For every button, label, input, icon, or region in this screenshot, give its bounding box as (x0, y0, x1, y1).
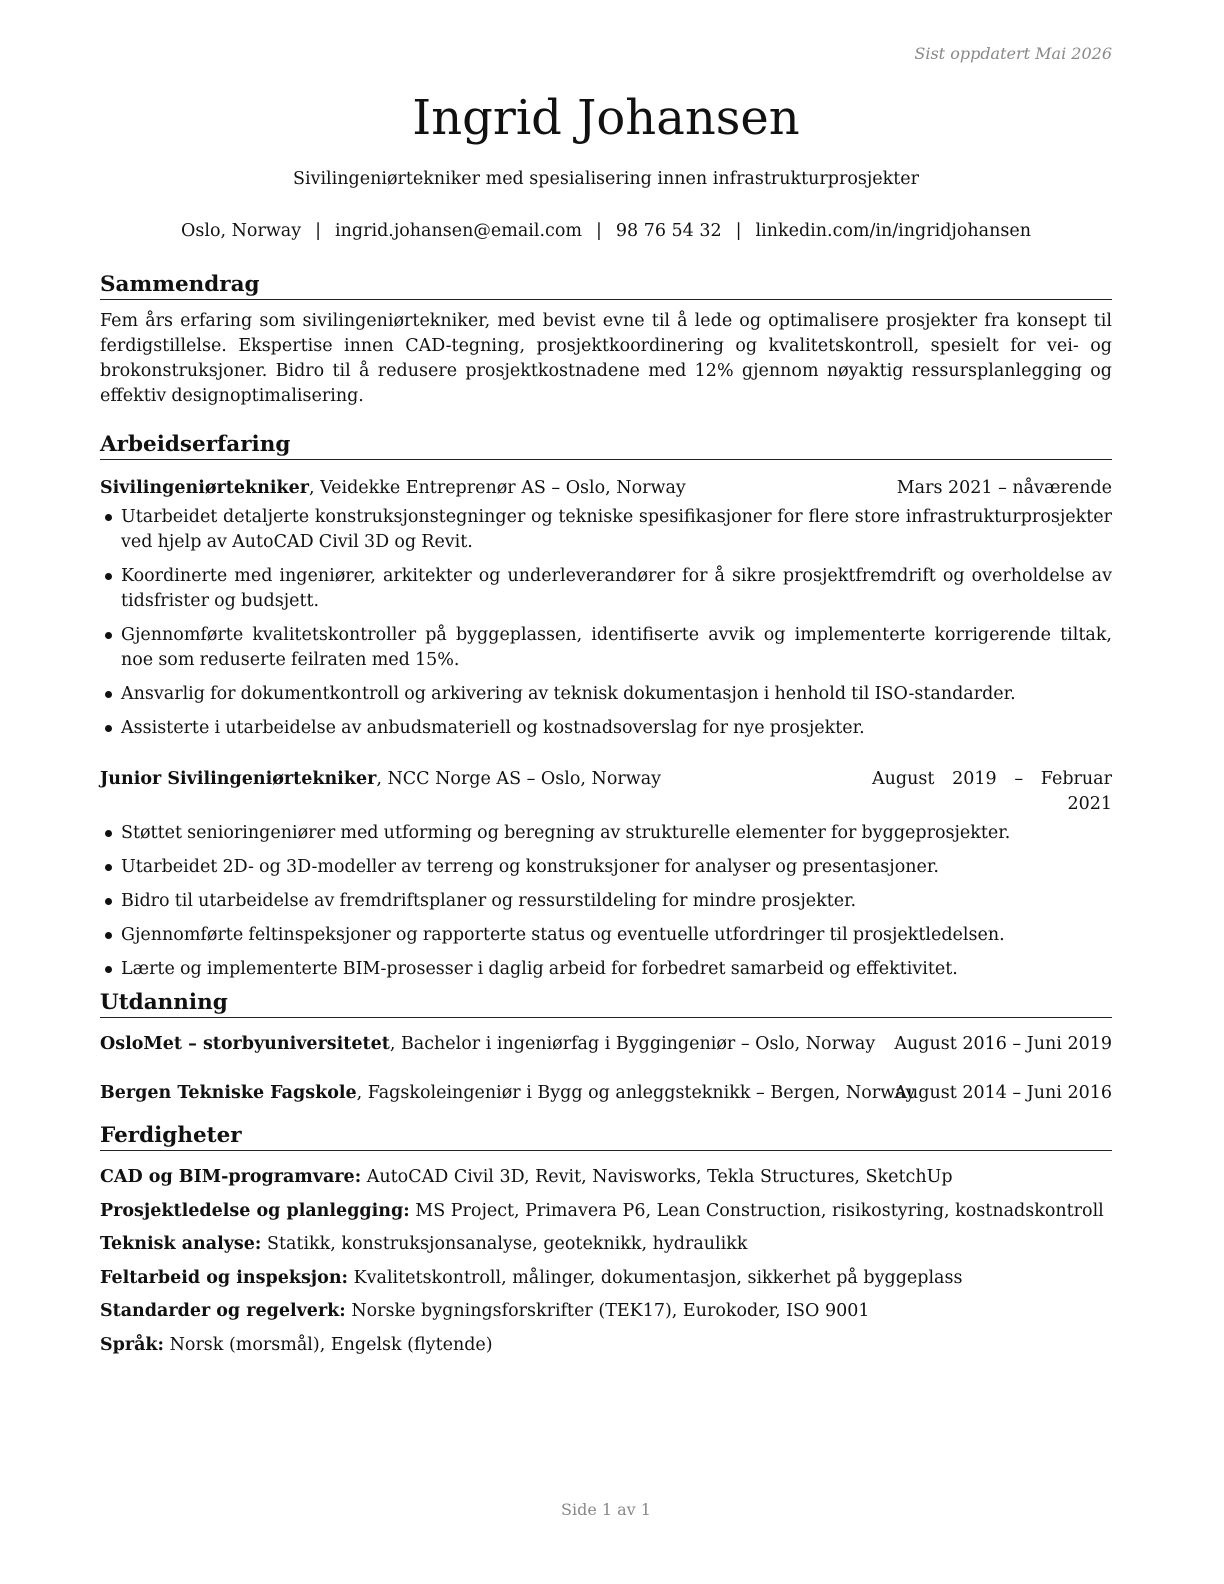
skill-row (100, 1199, 1112, 1224)
contact-location: Oslo, Norway (181, 221, 302, 241)
skill-label: Teknisk analyse: (100, 1234, 262, 1254)
contact-separator: | (735, 221, 742, 241)
skill-value: Statikk, konstruksjonsanalyse, geoteknikk, hydraulikk (261, 1234, 748, 1254)
list-item: Ansvarlig for dokumentkontroll og arkivering av teknisk dokumentasjon i henhold til ISO-standarder. (100, 682, 1112, 707)
education-section (100, 989, 1112, 1106)
skill-value: Norske bygningsforskrifter (TEK17), Eurokoder, ISO 9001 (345, 1301, 870, 1321)
skills-list (100, 1165, 1112, 1358)
list-item: Gjennomførte kvalitetskontroller på byggeplassen, identifiserte avvik og implementerte korrigerende tiltak, noe som reduserte feilraten med 15%. (100, 623, 1112, 673)
experience-section (100, 431, 1112, 991)
job-company: , Veidekke Entreprenør AS – Oslo, Norway (308, 478, 686, 498)
skill-label: CAD og BIM-programvare: (100, 1167, 362, 1187)
list-item: Lærte og implementerte BIM-prosesser i daglig arbeid for forbedret samarbeid og effektivitet. (100, 957, 1112, 982)
skill-row (100, 1232, 1112, 1257)
summary-heading: Sammendrag (100, 271, 1112, 300)
skill-value: AutoCAD Civil 3D, Revit, Navisworks, Tekla Structures, SketchUp (361, 1167, 953, 1187)
last-updated: Sist oppdatert Mai 2026 (914, 44, 1112, 63)
skill-label: Prosjektledelse og planlegging: (100, 1200, 410, 1221)
list-item: Bidro til utarbeidelse av fremdriftsplaner og ressurstildeling for mindre prosjekter. (100, 889, 1112, 914)
education-heading: Utdanning (100, 989, 1112, 1018)
candidate-subtitle: Sivilingeniørtekniker med spesialisering innen infrastrukturprosjekter (292, 169, 920, 189)
skill-row (100, 1165, 1112, 1190)
list-item: Støttet senioringeniører med utforming og beregning av strukturelle elementer for byggeprosjekter. (100, 821, 1112, 846)
summary-text: Fem års erfaring som sivilingeniørtekniker, med bevist evne til å lede og optimalisere prosjekter fra konsept til ferdigstillelse. Ekspertise innen CAD-tegning, prosjektkoordinering og kvalitetskontroll, spesielt for vei- og brokonstruksjoner. Bidro til å redusere prosjektkostnadene med 12% gjennom nøyaktig ressursplanlegging og effektiv designoptimalisering. (100, 311, 1112, 406)
skill-row (100, 1266, 1112, 1291)
skill-row (100, 1299, 1112, 1324)
job-company: , NCC Norge AS – Oslo, Norway (376, 769, 662, 789)
candidate-name: Ingrid Johansen (412, 90, 800, 146)
contact-email[interactable]: ingrid.johansen@email.com (335, 221, 582, 241)
summary-section (100, 271, 1112, 409)
education-entry (100, 1032, 1112, 1057)
page-number: Side 1 av 1 (561, 1500, 651, 1519)
list-item: Gjennomførte feltinspeksjoner og rapporterte status og eventuelle utfordringer til prosjektledelsen. (100, 923, 1112, 948)
education-entry (100, 1081, 1112, 1106)
job-dates: August 2019 – Februar 2021 (872, 769, 1112, 814)
education-detail: , Bachelor i ingeniørfag i Byggingeniør – Oslo, Norway (389, 1034, 876, 1054)
list-item: Utarbeidet 2D- og 3D-modeller av terreng og konstruksjoner for analyser og presentasjoner. (100, 855, 1112, 880)
job-header (100, 476, 1112, 501)
contact-line (100, 220, 1112, 242)
contact-separator: | (315, 221, 322, 241)
job-bullets (100, 505, 1112, 741)
contact-separator: | (595, 221, 602, 241)
skill-value: MS Project, Primavera P6, Lean Construction, risikostyring, kostnadskontroll (409, 1200, 1104, 1221)
job-entry (100, 476, 1112, 741)
skills-heading: Ferdigheter (100, 1122, 1112, 1151)
list-item: Assisterte i utarbeidelse av anbudsmateriell og kostnadsoverslag for nye prosjekter. (100, 716, 1112, 741)
job-entry (100, 767, 1112, 982)
list-item: Koordinerte med ingeniører, arkitekter og underleverandører for å sikre prosjektfremdrift og overholdelse av tidsfrister og budsjett. (100, 564, 1112, 614)
job-bullets (100, 821, 1112, 982)
education-dates: August 2014 – Juni 2016 (894, 1083, 1112, 1103)
skill-value: Norsk (morsmål), Engelsk (flytende) (164, 1334, 493, 1355)
job-title: Sivilingeniørtekniker (100, 478, 309, 498)
experience-heading: Arbeidserfaring (100, 431, 1112, 460)
job-header (100, 767, 1112, 817)
education-detail: , Fagskoleingeniør i Bygg og anleggsteknikk – Bergen, Norway (356, 1083, 916, 1103)
education-school: Bergen Tekniske Fagskole (100, 1083, 357, 1103)
education-dates: August 2016 – Juni 2019 (894, 1034, 1112, 1054)
education-school: OsloMet – storbyuniversitetet (100, 1034, 390, 1054)
contact-linkedin[interactable]: linkedin.com/in/ingridjohansen (755, 221, 1031, 241)
skill-row (100, 1333, 1112, 1358)
skill-value: Kvalitetskontroll, målinger, dokumentasjon, sikkerhet på byggeplass (348, 1267, 963, 1288)
list-item: Utarbeidet detaljerte konstruksjonstegninger og tekniske spesifikasjoner for flere store infrastrukturprosjekter ved hjelp av AutoCAD Civil 3D og Revit. (100, 505, 1112, 555)
contact-phone[interactable]: 98 76 54 32 (615, 221, 722, 241)
job-dates: Mars 2021 – nåværende (896, 478, 1112, 498)
skills-section (100, 1122, 1112, 1366)
skill-label: Språk: (100, 1334, 165, 1355)
skill-label: Feltarbeid og inspeksjon: (100, 1267, 348, 1288)
skill-label: Standarder og regelverk: (100, 1301, 346, 1321)
resume-page (100, 0, 1112, 1584)
job-title: Junior Sivilingeniørtekniker (100, 769, 377, 789)
